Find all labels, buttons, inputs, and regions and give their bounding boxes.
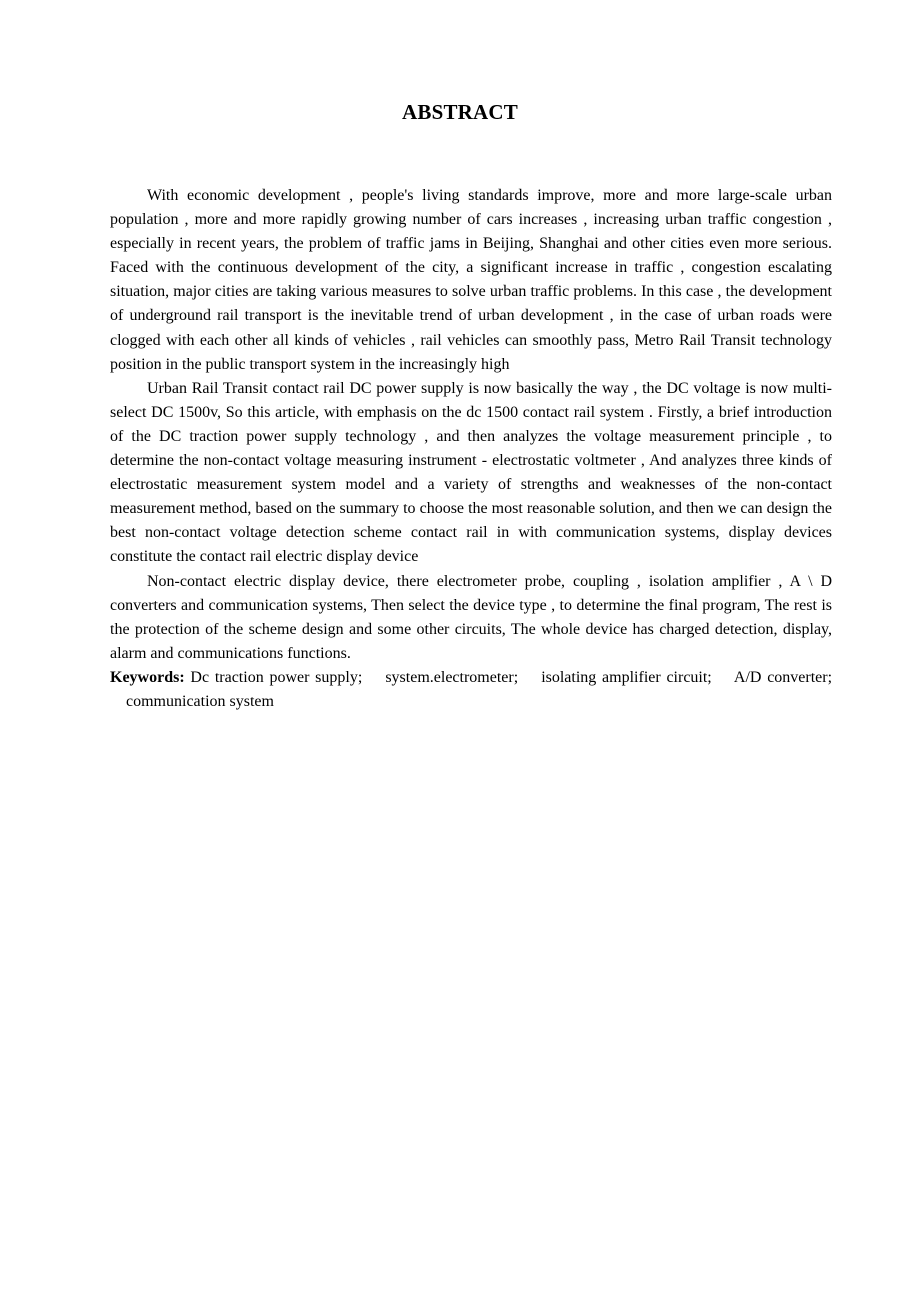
keyword-item: Dc traction power supply; — [190, 668, 363, 686]
abstract-paragraph-1: With economic development , people's living standards improve, more and more large-scale urban population , more and more rapidly growing number of cars increases , increasing urban traffic congestion , especially in recent years, the problem of traffic jams in Beijing, Shanghai and other cities even more serious. Faced with the continuous development of the city, a significant increase in traffic , congestion escalating situation, major cities are taking various measures to solve urban traffic problems. In this case , the development of underground rail transport is the inevitable trend of urban development , in the case of urban roads were clogged with each other all kinds of vehicles , rail vehicles can smoothly pass, Metro Rail Transit technology position in the public transport system in the increasingly high — [110, 187, 832, 373]
keyword-item: A/D converter; — [733, 668, 833, 686]
keyword-item: communication system — [126, 692, 274, 710]
abstract-paragraph-3: Non-contact electric display device, there electrometer probe, coupling , isolation amplifier , A \ D converters and communication systems, Then select the device type , to determine the final program, The rest is the protection of the scheme design and some other circuits, The whole device has charged detection, display, alarm and communications functions. — [110, 572, 832, 662]
abstract-body — [110, 184, 832, 714]
keywords-line — [110, 666, 832, 714]
keyword-item: isolating amplifier circuit; — [541, 668, 712, 686]
abstract-paragraph-2: Urban Rail Transit contact rail DC power supply is now basically the way , the DC voltage is now multi- select DC 1500v, So this article, with emphasis on the dc 1500 contact rail system . Firstly, a brief introduction of the DC traction power supply technology , and then analyzes the voltage measurement principle , to determine the non-contact voltage measuring instrument - electrostatic voltmeter , And analyzes three kinds of electrostatic measurement system model and a variety of strengths and weaknesses of the non-contact measurement method, based on the summary to choose the most reasonable solution, and then we can design the best non-contact voltage detection scheme contact rail in with communication systems, display devices constitute the contact rail electric display device — [110, 379, 832, 566]
page-title: ABSTRACT — [402, 100, 518, 124]
keywords-label: Keywords: — [110, 668, 185, 686]
keyword-item: system.electrometer; — [385, 668, 519, 686]
